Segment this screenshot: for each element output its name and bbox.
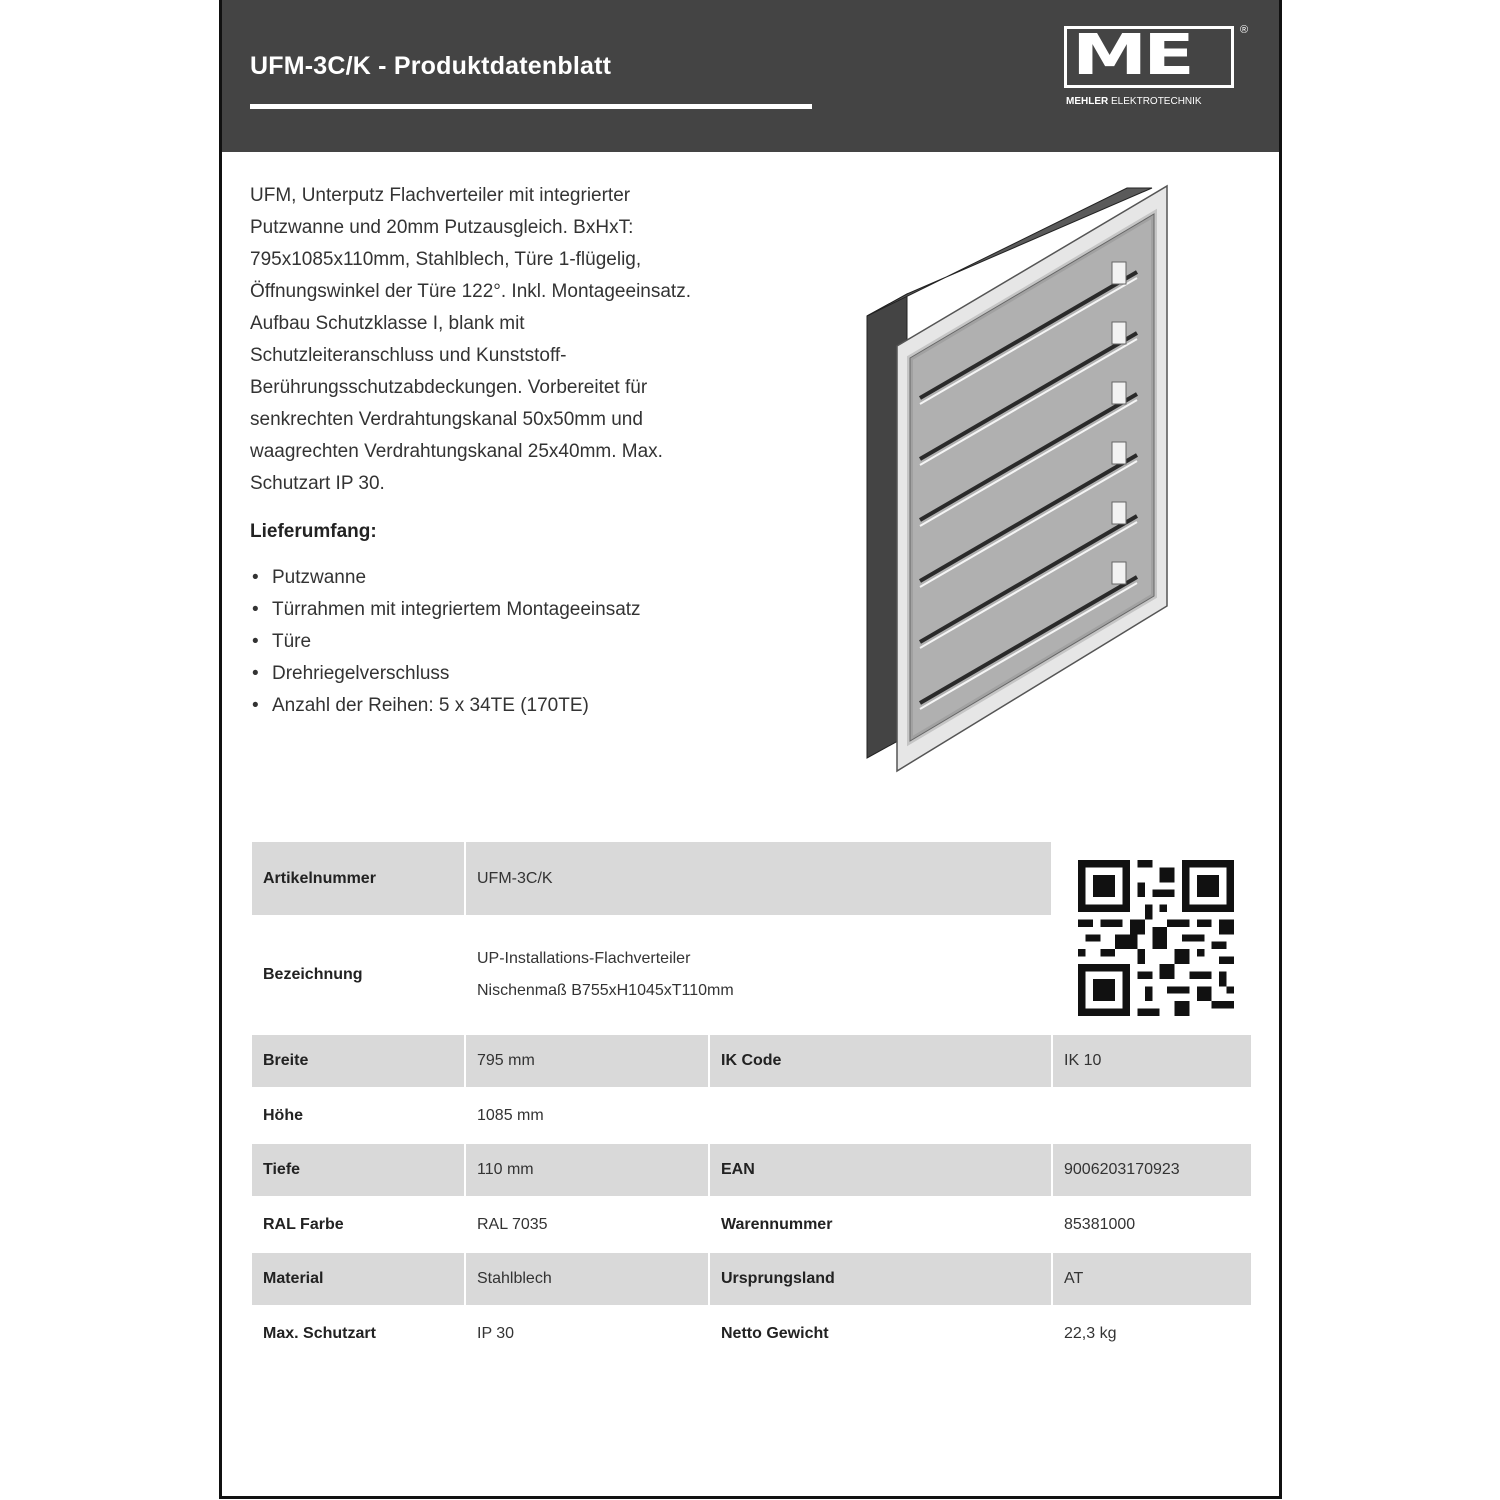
table-row — [252, 1253, 1251, 1305]
spec-label: Warennummer — [721, 1215, 833, 1233]
description-line: senkrechten Verdrahtungskanal 50x50mm und — [250, 409, 643, 430]
spec-value: 9006203170923 — [1053, 1144, 1251, 1196]
spec-value: 22,3 kg — [1064, 1324, 1117, 1342]
spec-value-line: Nischenmaß B755xH1045xT110mm — [477, 982, 734, 999]
spec-label: EAN — [710, 1144, 1051, 1196]
product-image — [862, 176, 1182, 776]
spec-value — [466, 915, 1051, 1035]
spec-label: Bezeichnung — [263, 966, 363, 983]
logo-mark: ME — [1072, 23, 1191, 88]
table-row — [252, 1305, 1251, 1362]
list-item: • Drehriegelverschluss — [250, 658, 641, 690]
spec-value: UFM-3C/K — [466, 842, 1051, 915]
scope-list — [250, 562, 641, 722]
logo-subtitle — [1066, 96, 1202, 107]
table-row — [252, 842, 1251, 915]
product-description — [250, 180, 770, 500]
spec-label: Max. Schutzart — [263, 1324, 376, 1342]
spec-label: Tiefe — [252, 1144, 464, 1196]
table-row — [252, 1035, 1251, 1087]
spec-label: Netto Gewicht — [721, 1324, 829, 1342]
logo-brand: MEHLER — [1066, 96, 1109, 107]
spec-value: 1085 mm — [477, 1106, 544, 1124]
description-line: Schutzart IP 30. — [250, 473, 385, 494]
scope-heading: Lieferumfang: — [250, 521, 377, 542]
mehler-logo — [1064, 24, 1254, 114]
spec-label: IK Code — [710, 1035, 1051, 1087]
table-row — [252, 1196, 1251, 1253]
spec-value: 110 mm — [466, 1144, 708, 1196]
spec-value: AT — [1053, 1253, 1251, 1305]
spec-value: IP 30 — [477, 1324, 515, 1342]
spec-value: IK 10 — [1053, 1035, 1251, 1087]
title-underline — [250, 104, 812, 109]
spec-value: Stahlblech — [466, 1253, 708, 1305]
spec-table — [250, 842, 1253, 1362]
description-line: Schutzleiteranschluss und Kunststoff- — [250, 345, 567, 366]
spec-label: Breite — [252, 1035, 464, 1087]
spec-value: 795 mm — [466, 1035, 708, 1087]
spec-label: RAL Farbe — [263, 1215, 344, 1233]
list-item: • Türe — [250, 626, 641, 658]
description-line: UFM, Unterputz Flachverteiler mit integrierter — [250, 185, 631, 206]
description-line: Berührungsschutzabdeckungen. Vorbereitet für — [250, 377, 648, 398]
description-line: 795x1085x110mm, Stahlblech, Türe 1-flügelig, — [250, 249, 642, 270]
page-title: UFM-3C/K - Produktdatenblatt — [250, 52, 612, 80]
table-row — [252, 1087, 1251, 1144]
list-item: • Putzwanne — [250, 562, 641, 594]
datasheet-page — [219, 0, 1282, 1499]
spec-value-line: UP-Installations-Flachverteiler — [477, 950, 691, 967]
list-item: • Anzahl der Reihen: 5 x 34TE (170TE) — [250, 690, 641, 722]
logo-subtext: ELEKTROTECHNIK — [1111, 96, 1202, 107]
description-line: Aufbau Schutzklasse I, blank mit — [250, 313, 525, 334]
header-bar — [222, 0, 1279, 152]
spec-value: RAL 7035 — [477, 1215, 548, 1233]
spec-label: Ursprungsland — [710, 1253, 1051, 1305]
description-line: Putzwanne und 20mm Putzausgleich. BxHxT: — [250, 217, 634, 238]
spec-value: 85381000 — [1064, 1215, 1136, 1233]
spec-label: Artikelnummer — [252, 842, 464, 915]
list-item: • Türrahmen mit integriertem Montageeinsatz — [250, 594, 641, 626]
spec-label: Material — [252, 1253, 464, 1305]
description-line: Öffnungswinkel der Türe 122°. Inkl. Montageeinsatz. — [250, 281, 691, 302]
registered-mark: ® — [1240, 24, 1249, 36]
table-row — [252, 915, 1251, 1035]
description-line: waagrechten Verdrahtungskanal 25x40mm. Max. — [250, 441, 663, 462]
spec-label: Höhe — [263, 1106, 303, 1124]
table-row — [252, 1144, 1251, 1196]
